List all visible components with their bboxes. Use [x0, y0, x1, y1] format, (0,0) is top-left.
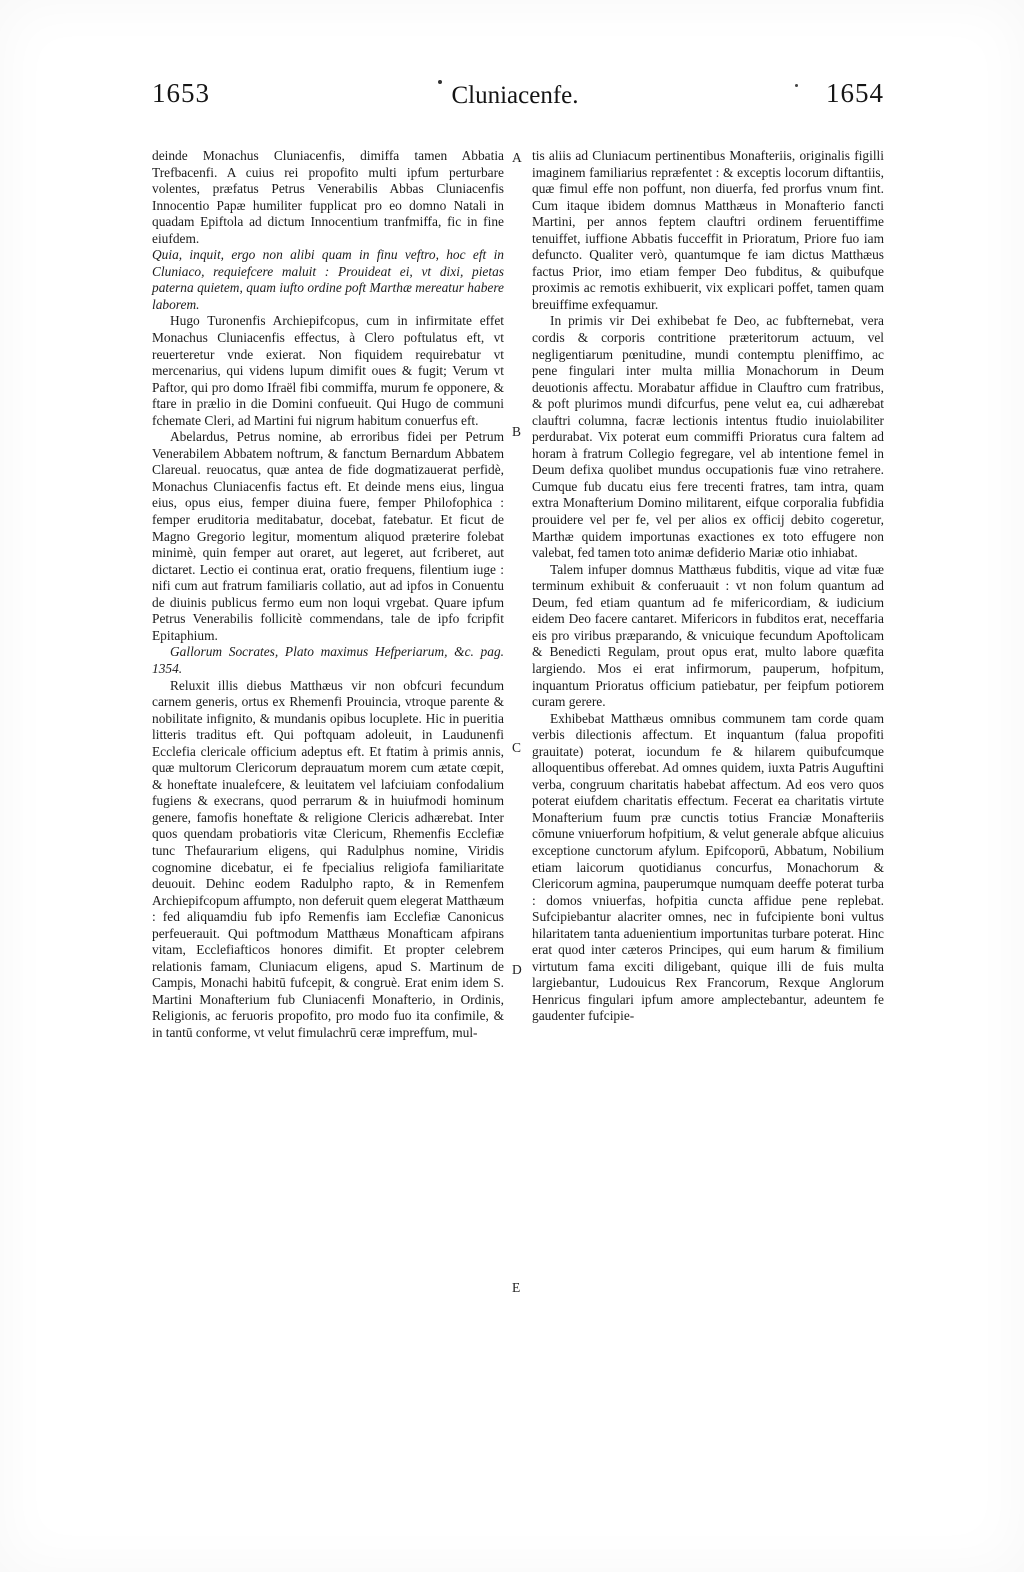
margin-letter-b: B [512, 424, 522, 439]
header-mark-right-icon [795, 84, 798, 87]
folio-number-left: 1653 [152, 78, 210, 108]
paragraph: Reluxit illis diebus Matthæus vir non obfcuri fecundum carnem generis, ortus ex Rhemenfi Prouincia, vtroque parente & nobilitate infignito, & mundanis opibus locuplete. Hic in pueritia litteris traditus eft. Qui poftquam adoleuit, in Laudunenfi Ecclefia clericale officium adeptus eft. Et ftatim à primis annis, quæ multorum Clericorum deprauatum morem cum ætate cœpit, & honeftate inualefcere, & leuitatem vel lafciuiam confodalium fugiens & execrans, quod perrarum & in huiufmodi hominum genere, famofis honeftate & religione Clericis adhærebat. Inter quos quendam probatioris vitæ Clericum, Rhemenfis Ecclefiæ tunc Thefaurarium eligens, qui Radulphus nomine, Viridis cognomine dicebatur, ei fe fpecialius religiofa familiaritate deuouit. Dehinc eodem Radulpho rapto, & in Remenfem Archiepifcopum affumpto, non deferuit quem elegerat Matthæum : fed aliquamdiu fub ipfo Remenfis iam Ecclefiæ Canonicus perfeuerauit. Qui poftmodum Matthæus Monafticam afpirans vitam, Ecclefiafticos honores dimifit. Et propter celebrem relationis famam, Cluniacum eligens, apud S. Martinum de Campis, Monachi habitū fufcepit, & congruè. Erat enim idem S. Martini Monafterium fub Cluniacenfi Monafterio, in Ordinis, Religionis, ac feruoris propofito, pro modo fuo ita confimile, & in tantū conforme, vt velut fimulachrū ceræ impreffum, mul- [152, 677, 504, 1040]
text-column-left [152, 148, 504, 1042]
folio-number-right: 1654 [826, 78, 884, 108]
paragraph: Abelardus, Petrus nomine, ab erroribus fidei per Petrum Venerabilem Abbatem noftrum, & fanctum Bernardum Abbatem Clareual. reuocatus, quæ antea de fide dogmatizauerat perfidè, Monachus Cluniacenfis factus eft. Et deinde mens eius, lingua eius, opus eius, femper diuina fuere, femper Philofophica : femper eruditoria meditabatur, docebat, fatebatur. Et ficut de Magno Gregorio legitur, momentum aliquod præterire folebat minimè, quin femper aut oraret, aut legeret, aut fcriberet, aut dictaret. Lectio ei continua erat, oratio frequens, filentium iuge : nifi cum aut fratrum familiaris collatio, aut ad ipfos in Conuentu de diuinis publicus fermo eum non loqui vrgebat. Quare ipfum Petrus Venerabilis follicitè commendans, tale de ipfo fcripfit Epitaphium. [152, 429, 504, 643]
paragraph: tis aliis ad Cluniacum pertinentibus Monafteriis, originalis figilli imaginem familiarius repræfentet : & exceptis locorum diftantiis, quæ fimul effe non poffunt, non diuerfa, fed prorfus vnum fint. Cum itaque ibidem domnus Matthæus in Monafterio fancti Martini, per annos feptem clauftri ordinem feruentiffime tenuiffet, iuffione Abbatis fucceffit in Prioratum, Priore fuo iam defuncto. Qualiter verò, quantumque fe iam dictus Matthæus factus Prior, imo etiam femper Deo fubditus, & quibufque proximis ac remotis exhibuerit, vix explicari poffet, tamen quam breuiffime exfequamur. [532, 148, 884, 312]
margin-letter-c: C [512, 740, 522, 755]
page-header [140, 78, 890, 124]
paragraph: Hugo Turonenfis Archiepifcopus, cum in infirmitate effet Monachus Cluniacenfis effectus, à Clero poftulatus eft, vt reuerteretur vnde exierat. Non fiquidem requirebatur vt mercenarius, qui videns lupum dimifit oues & fugit; Verum vt Paftor, qui pro domo Ifraël fibi commiffa, murum fe opponere, & ftare in prælio in die Domini confueuit. Qui Hugo de communi fchemate Cleri, ad Martini fui nigrum habitum conuerfus eft. [152, 313, 504, 428]
paragraph: deinde Monachus Cluniacenfis, dimiffa tamen Abbatia Trefbacenfi. A cuius rei propofito multi ipfum perturbare volentes, præfatus Petrus Venerabilis Abbas Cluniacenfis Innocentio Papæ humiliter fupplicat pro eo domno Natali in quadam Epiftola ad dictum Innocentium tranfmiffa, fic in fine eiufdem. [152, 148, 504, 246]
margin-letter-a: A [512, 150, 522, 165]
paragraph-italic-epitaph: Gallorum Socrates, Plato maximus Hefperiarum, &c. pag. 1354. [152, 644, 504, 676]
paragraph: In primis vir Dei exhibebat fe Deo, ac fubfternebat, vera cordis & corporis contritione præteritorum actuum, vel negligentiarum pœnitudine, mundi contemptu pleniffimo, ac pene fingulari inter multa millia Monachorum in Deum deuotionis affectu. Morabatur affidue in Clauftro cum fratribus, & poft plurimos mundi difcurfus, pene velut ea, cui adhærebat clauftri columna, facræ lectionis intentus ftudio inuiolabiliter perdurabat. Vix poterat eum commiffi Prioratus cura faltem ad horam à fratrum Collegio fegregare, vel ab intentione femel in Deum defixa quolibet mundus occupationis fuæ vino retrahere. Cumque fub ducatu eius fere trecenti fratres, tam intra, quam extra Monafterium Domino militarent, eifque corporalia fubfidia prouidere vel per fe, vel per alios ex officij debito cogeretur, Marthæ quidem importunas exactiones ex toto effugere non valebat, fed tamen toto animæ defiderio Mariæ otio inhiabat. [532, 313, 884, 561]
paragraph: Talem infuper domnus Matthæus fubditis, vique ad vitæ fuæ terminum exhibuit & conferuauit : vt non folum quantum ad Deum, fed etiam quantum ad fe mifericordiam, & iudicium eidem Deo facere cantaret. Mifericors in fubditos erat, neceffaria eis pro viribus præparando, & vnicuique fecundum Apoftolicam & Benedicti Regulam, prout opus erat, multo labore quæfita largiendo. Mos ei erat infirmorum, pauperum, hofpitum, inquantum Prioratus officium patiebatur, per feipfum potiorem curam gerere. [532, 561, 884, 710]
text-column-right [532, 148, 884, 1025]
paragraph-italic-quote: Quia, inquit, ergo non alibi quam in finu veftro, hoc eft in Cluniaco, requiefcere maluit : Prouideat ei, vt dixi, pietas paterna quietem, quam iufto ordine poft Marthæ mereatur habere laborem. [152, 247, 504, 312]
margin-letter-e: E [512, 1280, 521, 1295]
paragraph: Exhibebat Matthæus omnibus communem tam corde quam verbis dilectionis affectum. Et inquantum (falua propofiti grauitate) poterat, iocundum fe & hilarem quibufcumque alloquentibus offerebat. Ad omnes quidem, iuxta Patris Auguftini verba, congruum charitatis habebat affectum. Ad eos vero quos poterat eiufdem charitatis effectum. Fecerat ea charitatis virtute Monafterium fuum præ cunctis totius Franciæ Monafteriis cōmune vniuerforum hofpitium, & velut generale abfque alicuius exceptione cunctorum afylum. Epifcoporū, Abbatum, Nobilium etiam laicorum quotidianus concurfus, Monachorum & Clericorum agmina, pauperumque numquam deeffe poterat turba : domos vniuerfas, hofpitia cuncta affidue pene replebat. Sufcipiebantur alacriter omnes, nec in fufcipiente boni vultus hilaritatem tanta aduenientium importunitas turbare poterat. Hinc erat quod inter cæteros Principes, qui eum harum & fimilium virtutum fama exciti diligebant, quique illi de fuis multa largiebantur, Ludouicus Rex Francorum, Rexque Anglorum Henricus fingulari ipfum amore amplectebantur, adeuntem fe gaudenter fufcipie- [532, 710, 884, 1024]
running-title: Cluniacenfe. [451, 82, 579, 109]
margin-letter-d: D [512, 962, 522, 977]
